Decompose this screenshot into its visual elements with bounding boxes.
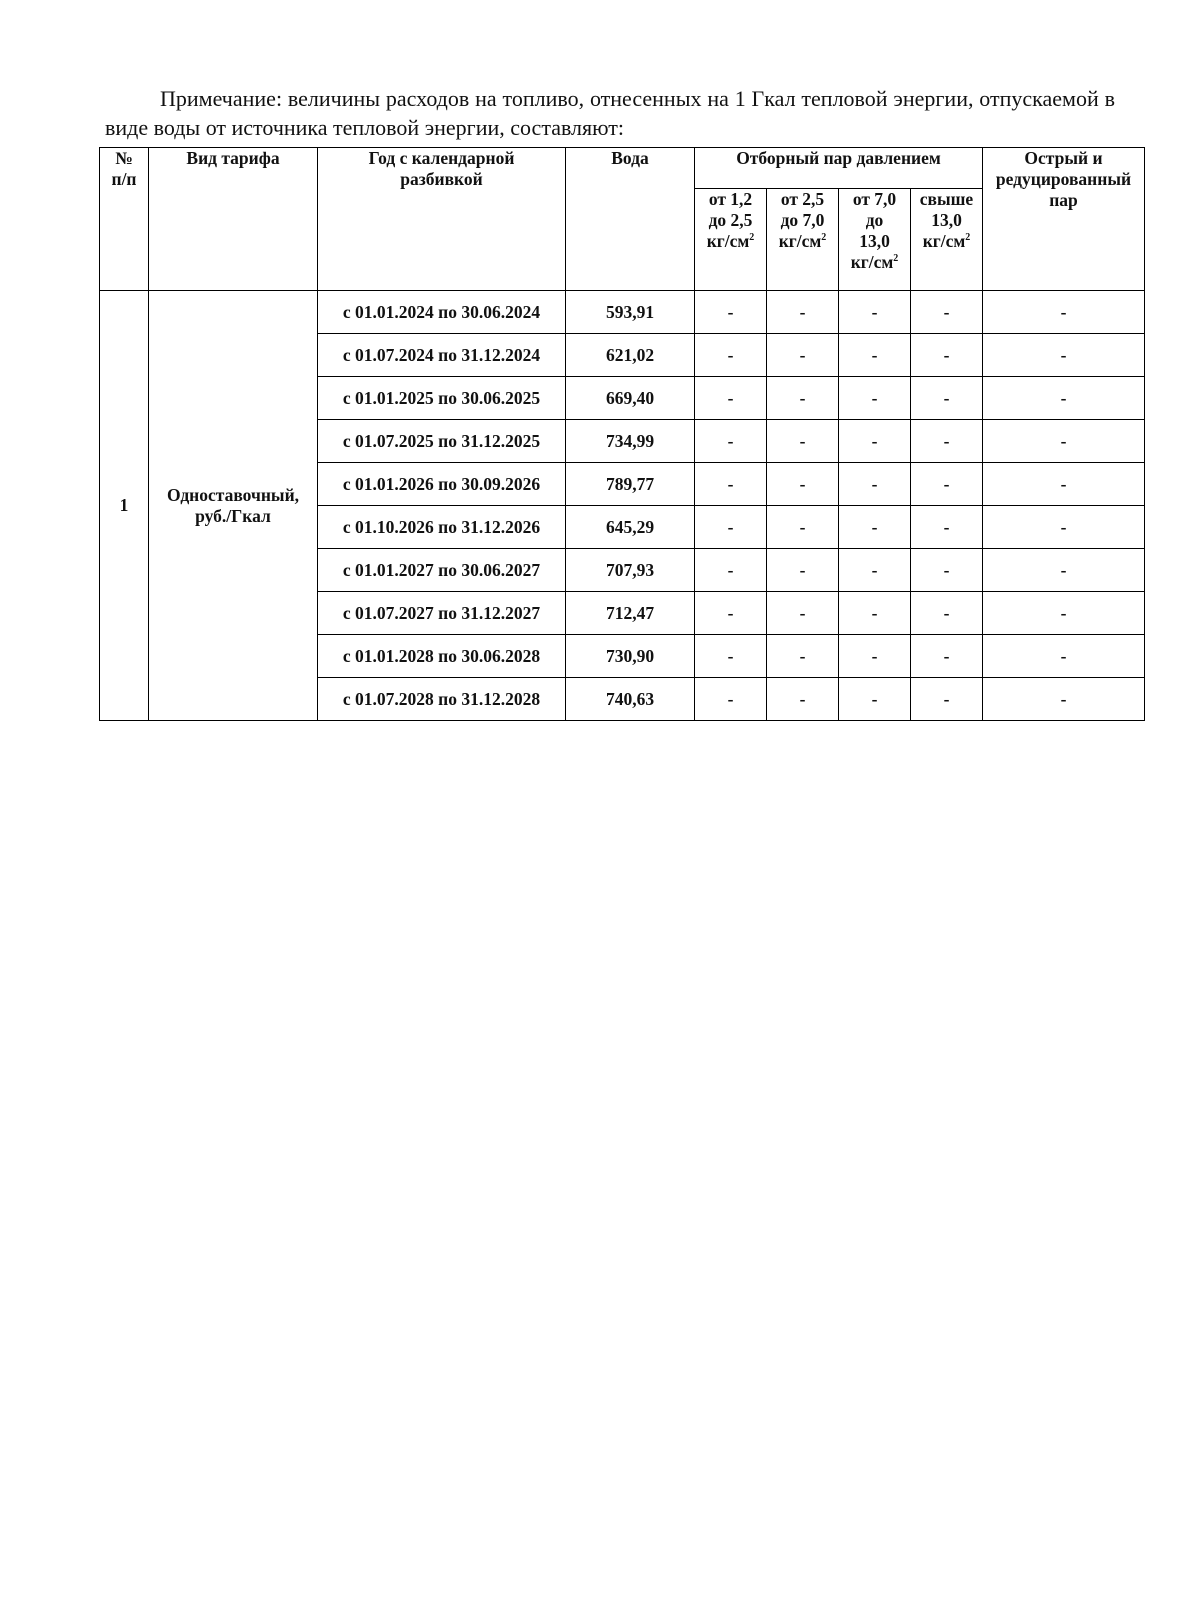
dash-cell: -: [839, 291, 911, 334]
dash-cell: -: [911, 592, 983, 635]
dash-cell: -: [983, 463, 1145, 506]
dash-cell: -: [839, 377, 911, 420]
dash-cell: -: [767, 678, 839, 721]
dash-cell: -: [839, 678, 911, 721]
dash-cell: -: [767, 463, 839, 506]
water-value-cell: 669,40: [566, 377, 695, 420]
unit-superscript: 2: [821, 232, 827, 244]
dash-cell: -: [839, 420, 911, 463]
period-cell: с 01.07.2025 по 31.12.2025: [318, 420, 566, 463]
dash-cell: -: [983, 420, 1145, 463]
period-cell: с 01.01.2028 по 30.06.2028: [318, 635, 566, 678]
steam-1-line2: до 2,5: [708, 210, 753, 230]
unit-superscript: 2: [749, 232, 755, 244]
steam-1-unit: кг/см: [706, 231, 750, 251]
dash-cell: -: [767, 377, 839, 420]
dash-cell: -: [911, 635, 983, 678]
dash-cell: -: [911, 678, 983, 721]
dash-cell: -: [695, 463, 767, 506]
dash-cell: -: [839, 463, 911, 506]
header-num-line1: №: [115, 148, 133, 168]
steam-3-line1: от 7,0: [852, 189, 897, 209]
dash-cell: -: [767, 334, 839, 377]
water-value-cell: 712,47: [566, 592, 695, 635]
dash-cell: -: [983, 377, 1145, 420]
dash-cell: -: [983, 635, 1145, 678]
dash-cell: -: [911, 549, 983, 592]
dash-cell: -: [767, 592, 839, 635]
steam-3-line3: 13,0: [859, 231, 890, 251]
unit-superscript: 2: [965, 232, 971, 244]
period-cell: с 01.01.2026 по 30.09.2026: [318, 463, 566, 506]
water-value-cell: 730,90: [566, 635, 695, 678]
dash-cell: -: [911, 334, 983, 377]
dash-cell: -: [695, 506, 767, 549]
dash-cell: -: [767, 635, 839, 678]
dash-cell: -: [767, 291, 839, 334]
unit-superscript: 2: [893, 253, 899, 265]
steam-2-line1: от 2,5: [780, 189, 825, 209]
tariff-table: [99, 147, 1145, 721]
dash-cell: -: [839, 549, 911, 592]
steam-1-line1: от 1,2: [708, 189, 753, 209]
steam-2-unit: кг/см: [778, 231, 822, 251]
dash-cell: -: [695, 592, 767, 635]
dash-cell: -: [839, 635, 911, 678]
dash-cell: -: [767, 420, 839, 463]
water-value-cell: 593,91: [566, 291, 695, 334]
steam-4-line1: свыше: [919, 189, 974, 209]
steam-2-line2: до 7,0: [780, 210, 825, 230]
header-steam-group: Отборный пар давлением: [695, 148, 983, 189]
dash-cell: -: [695, 549, 767, 592]
dash-cell: -: [767, 549, 839, 592]
row-group-number: 1: [100, 291, 149, 721]
header-steam-3: [839, 189, 911, 291]
header-tariff-type: Вид тарифа: [149, 148, 318, 291]
table-row: [100, 291, 1145, 334]
header-sharp-steam: Острый и редуцированный пар: [983, 148, 1145, 291]
water-value-cell: 734,99: [566, 420, 695, 463]
dash-cell: -: [911, 506, 983, 549]
dash-cell: -: [983, 506, 1145, 549]
dash-cell: -: [695, 678, 767, 721]
tariff-kind: Одноставочный, руб./Гкал: [149, 291, 318, 721]
dash-cell: -: [839, 506, 911, 549]
note-paragraph: Примечание: величины расходов на топливо, отнесенных на 1 Гкал тепловой энергии, отпускаемой в виде воды от источника тепловой энергии, составляют:: [105, 86, 1115, 140]
header-num: [100, 148, 149, 291]
table-body: [100, 291, 1145, 721]
header-water: Вода: [566, 148, 695, 291]
dash-cell: -: [695, 377, 767, 420]
header-steam-2: [767, 189, 839, 291]
dash-cell: -: [695, 334, 767, 377]
dash-cell: -: [911, 463, 983, 506]
dash-cell: -: [695, 420, 767, 463]
period-cell: с 01.01.2025 по 30.06.2025: [318, 377, 566, 420]
dash-cell: -: [695, 291, 767, 334]
water-value-cell: 707,93: [566, 549, 695, 592]
water-value-cell: 621,02: [566, 334, 695, 377]
water-value-cell: 789,77: [566, 463, 695, 506]
dash-cell: -: [983, 334, 1145, 377]
header-row-1: [100, 148, 1145, 189]
dash-cell: -: [983, 678, 1145, 721]
header-period: Год с календарной разбивкой: [318, 148, 566, 291]
water-value-cell: 645,29: [566, 506, 695, 549]
dash-cell: -: [983, 549, 1145, 592]
header-num-line2: п/п: [111, 169, 137, 189]
dash-cell: -: [911, 377, 983, 420]
period-cell: с 01.07.2028 по 31.12.2028: [318, 678, 566, 721]
steam-3-unit: кг/см: [850, 252, 894, 272]
water-value-cell: 740,63: [566, 678, 695, 721]
steam-4-unit: кг/см: [922, 231, 966, 251]
steam-4-line2: 13,0: [931, 210, 962, 230]
period-cell: с 01.07.2024 по 31.12.2024: [318, 334, 566, 377]
dash-cell: -: [839, 334, 911, 377]
header-steam-1: [695, 189, 767, 291]
dash-cell: -: [839, 592, 911, 635]
period-cell: с 01.01.2024 по 30.06.2024: [318, 291, 566, 334]
dash-cell: -: [767, 506, 839, 549]
period-cell: с 01.10.2026 по 31.12.2026: [318, 506, 566, 549]
dash-cell: -: [911, 420, 983, 463]
dash-cell: -: [983, 291, 1145, 334]
period-cell: с 01.07.2027 по 31.12.2027: [318, 592, 566, 635]
steam-3-line2: до: [865, 210, 884, 230]
dash-cell: -: [983, 592, 1145, 635]
dash-cell: -: [911, 291, 983, 334]
dash-cell: -: [695, 635, 767, 678]
header-steam-4: [911, 189, 983, 291]
period-cell: с 01.01.2027 по 30.06.2027: [318, 549, 566, 592]
